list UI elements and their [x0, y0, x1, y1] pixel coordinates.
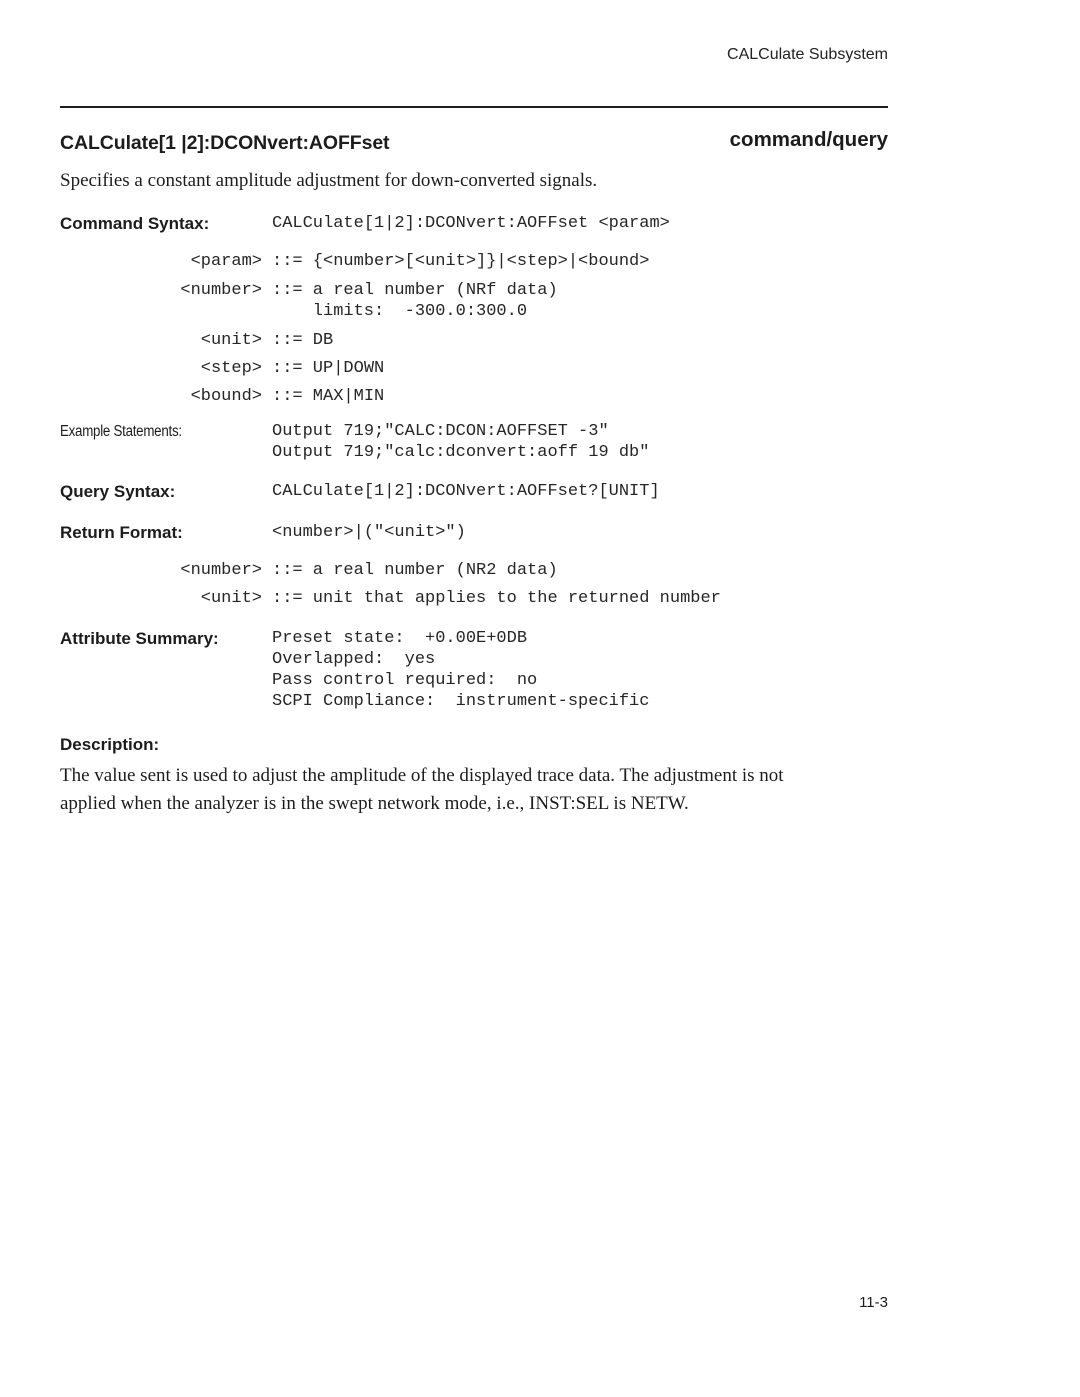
attribute-line: SCPI Compliance: instrument-specific: [272, 692, 650, 711]
attribute-line: Overlapped: yes: [272, 650, 436, 669]
definition-term: <bound>: [190, 387, 262, 406]
definition-value: ::= MAX|MIN: [272, 387, 385, 406]
command-summary: Specifies a constant amplitude adjustment for down-converted signals.: [60, 170, 598, 191]
return-format-label: Return Format:: [60, 523, 183, 542]
example-statement: Output 719;"CALC:DCON:AOFFSET -3": [272, 422, 609, 441]
description-line: applied when the analyzer is in the swept network mode, i.e., INST:SEL is NETW.: [60, 793, 689, 814]
description-label: Description:: [60, 735, 160, 754]
command-syntax-label: Command Syntax:: [60, 214, 210, 233]
attribute-summary-label: Attribute Summary:: [60, 629, 219, 648]
definition-row: [0, 251, 1080, 272]
definition-value: ::= a real number (NRf data): [272, 281, 558, 300]
command-syntax-value: CALCulate[1|2]:DCONvert:AOFFset <param>: [272, 214, 670, 233]
definition-row: [0, 386, 1080, 407]
definition-term: <number>: [180, 561, 262, 580]
definition-value: ::= unit that applies to the returned number: [272, 589, 721, 608]
definition-row: [0, 358, 1080, 379]
example-statements-label: Example Statements:: [60, 423, 182, 440]
definition-row: [0, 330, 1080, 351]
command-title: CALCulate[1 |2]:DCONvert:AOFFset: [60, 132, 390, 154]
return-definition-row: [0, 588, 1080, 609]
definition-row: [0, 280, 1080, 301]
definition-limits: limits: -300.0:300.0: [312, 302, 528, 321]
return-definition-row: [0, 560, 1080, 581]
description-paragraph: [60, 762, 784, 818]
query-syntax-value: CALCulate[1|2]:DCONvert:AOFFset?[UNIT]: [272, 482, 660, 501]
attribute-line: Pass control required: no: [272, 671, 538, 690]
page-number: 11-3: [859, 1294, 888, 1311]
header-rule: [60, 106, 888, 108]
query-syntax-label: Query Syntax:: [60, 482, 176, 501]
definition-term: <param>: [190, 252, 262, 271]
definition-value: ::= UP|DOWN: [272, 359, 385, 378]
running-head: CALCulate Subsystem: [727, 46, 888, 63]
definition-value: ::= {<number>[<unit>]}|<step>|<bound>: [272, 252, 650, 271]
command-type: command/query: [729, 128, 888, 151]
attribute-line: Preset state: +0.00E+0DB: [272, 629, 528, 648]
example-statement: Output 719;"calc:dconvert:aoff 19 db": [272, 443, 650, 462]
definition-term: <number>: [180, 281, 262, 300]
definition-value: ::= DB: [272, 331, 334, 350]
definition-term: <unit>: [200, 589, 262, 608]
definition-term: <unit>: [200, 331, 262, 350]
description-line: The value sent is used to adjust the amplitude of the displayed trace data. The adjustment is not: [60, 765, 784, 786]
definition-term: <step>: [200, 359, 262, 378]
definition-value: ::= a real number (NR2 data): [272, 561, 558, 580]
definition-limits-row: [0, 301, 1080, 322]
return-format-value: <number>|("<unit>"): [272, 523, 466, 542]
